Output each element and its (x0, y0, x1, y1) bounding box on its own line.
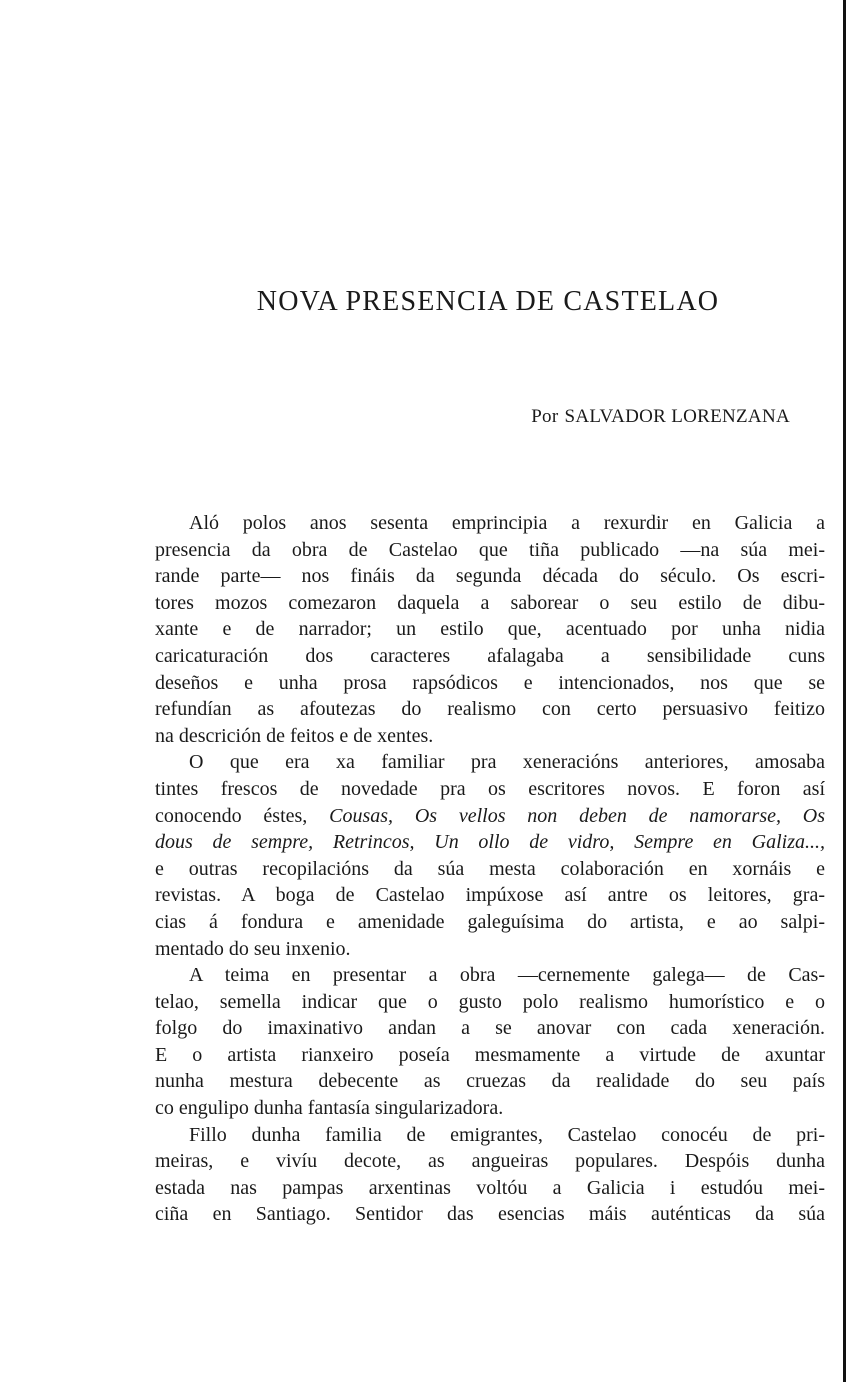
text-line-mixed (155, 803, 825, 830)
byline-prefix: Por (531, 406, 559, 427)
text-line: estada nas pampas arxentinas voltóu a Galicia i estudóu mei- (155, 1176, 825, 1199)
text-line: meiras, e vivíu decote, as angueiras populares. Despóis dunha (155, 1150, 825, 1173)
text-line: co engulipo dunha fantasía singularizadora. (155, 1097, 504, 1120)
italic-titles: dous de sempre, Retrincos, Un ollo de vidro, Sempre en Galiza..., (155, 831, 825, 854)
article-body (155, 510, 825, 1228)
text-line: O que era xa familiar pra xeneracións anteriores, amosaba (189, 751, 825, 774)
text-line (155, 829, 825, 856)
text-line: refundían as afoutezas do realismo con certo persuasivo feitizo (155, 698, 825, 721)
text-line: Aló polos anos sesenta emprincipia a rexurdir en Galicia a (189, 512, 825, 534)
article-title: NOVA PRESENCIA DE CASTELAO (256, 286, 720, 317)
text-line: Fillo dunha familia de emigrantes, Castelao conocéu de pri- (189, 1123, 825, 1146)
text-line: caricaturación dos caracteres afalagaba a sensibilidade cuns (155, 644, 825, 667)
text-line: presencia da obra de Castelao que tiña publicado —na súa mei- (155, 538, 825, 561)
text-line: folgo do imaxinativo andan a se anovar con cada xeneración. (155, 1017, 825, 1040)
text-line: e outras recopilacións da súa mesta colaboración en xornáis e (155, 857, 825, 880)
text-line: tores mozos comezaron daquela a saborear o seu estilo de dibu- (155, 591, 825, 614)
text-line: revistas. A boga de Castelao impúxose así antre os leitores, gra- (155, 884, 825, 907)
text-line: cias á fondura e amenidade galeguísima do artista, e ao salpi- (155, 910, 825, 933)
text-line: nunha mestura debecente as cruezas da realidade do seu país (155, 1070, 825, 1093)
italic-titles: Cousas, Os vellos non deben de namorarse, Os (329, 804, 825, 827)
page-edge (843, 0, 846, 1382)
text-line: E o artista rianxeiro poseía mesmamente a virtude de axuntar (155, 1043, 825, 1066)
text-line: rande parte— nos fináis da segunda década do século. Os escri- (155, 565, 825, 588)
text-line: telao, semella indicar que o gusto polo realismo humorístico e o (155, 990, 825, 1013)
text-line: na descrición de feitos e de xentes. (155, 724, 434, 747)
text-line: deseños e unha prosa rapsódicos e intencionados, nos que se (155, 671, 825, 694)
text-segment: conocendo éstes, (155, 804, 308, 827)
text-line: tintes frescos de novedade pra os escritores novos. E foron así (155, 777, 825, 800)
text-line: xante e de narrador; un estilo que, acentuado por unha nidia (155, 618, 825, 641)
text-line: A teima en presentar a obra —cernemente galega— de Cas- (189, 964, 825, 987)
text-line: mentado do seu inxenio. (155, 937, 351, 960)
text-line: ciña en Santiago. Sentidor das esencias máis auténticas da súa (155, 1203, 825, 1226)
byline (531, 406, 790, 428)
author-name: SALVADOR LORENZANA (564, 406, 790, 427)
